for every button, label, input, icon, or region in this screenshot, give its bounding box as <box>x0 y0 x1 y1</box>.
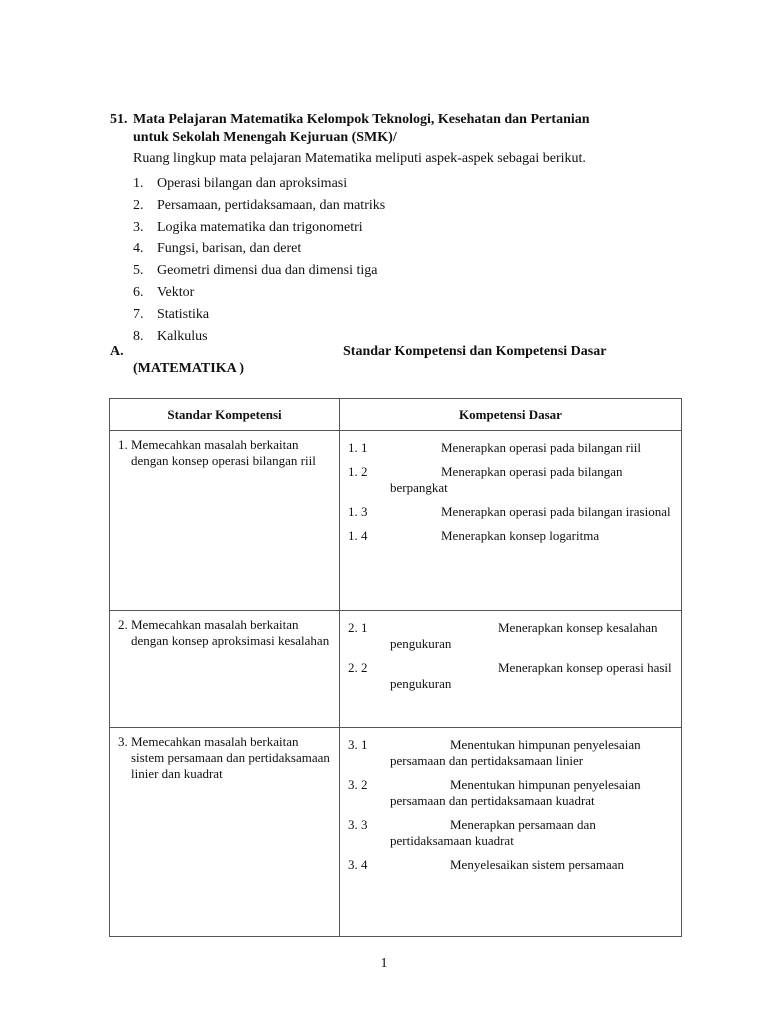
table-row <box>110 611 682 728</box>
kd-item <box>348 620 677 652</box>
kd-text: Menyelesaikan sistem persamaan <box>450 857 624 872</box>
kd-code: 3. 2 <box>348 777 368 792</box>
sk-text: Memecahkan masalah berkaitan sistem persamaan dan pertidaksamaan linier dan kuadrat <box>131 734 330 781</box>
sk-text: Memecahkan masalah berkaitan dengan konsep aproksimasi kesalahan <box>131 617 330 648</box>
scope-item-text: Logika matematika dan trigonometri <box>157 219 363 235</box>
kd-code: 3. 1 <box>348 737 368 752</box>
table-header-row <box>110 399 682 431</box>
kd-text: Menerapkan persamaan dan pertidaksamaan kuadrat <box>390 817 596 848</box>
sk-number: 2. <box>118 617 128 632</box>
kd-item <box>348 777 677 809</box>
kd-code: 3. 3 <box>348 817 368 832</box>
scope-item-number: 7. <box>133 306 144 322</box>
scope-item <box>133 306 385 328</box>
sk-cell <box>110 728 340 937</box>
kd-text: Menerapkan konsep operasi hasil pengukuran <box>390 660 672 691</box>
kd-code: 1. 2 <box>348 464 368 479</box>
scope-item-text: Kalkulus <box>157 328 208 344</box>
kd-text: Menerapkan operasi pada bilangan irasional <box>441 504 671 519</box>
intro-paragraph: Ruang lingkup mata pelajaran Matematika meliputi aspek-aspek sebagai berikut. <box>133 151 586 166</box>
sk-cell <box>110 431 340 611</box>
scope-item-number: 4. <box>133 241 144 257</box>
sk-number: 1. <box>118 437 128 452</box>
competency-table <box>109 398 682 937</box>
scope-list <box>133 175 385 349</box>
kd-item <box>348 440 677 456</box>
scope-item <box>133 197 385 219</box>
kd-item <box>348 528 677 544</box>
scope-item-number: 3. <box>133 219 144 235</box>
kd-cell <box>340 728 682 937</box>
sk-cell <box>110 611 340 728</box>
heading-number: 51. <box>110 112 128 127</box>
kd-text: Menentukan himpunan penyelesaian persamaan dan pertidaksamaan linier <box>390 737 641 768</box>
scope-item-number: 8. <box>133 328 144 344</box>
kd-text: Menerapkan operasi pada bilangan riil <box>441 440 641 455</box>
scope-item-number: 2. <box>133 197 144 213</box>
scope-item-text: Geometri dimensi dua dan dimensi tiga <box>157 263 378 279</box>
heading-line-1: Mata Pelajaran Matematika Kelompok Teknologi, Kesehatan dan Pertanian <box>133 112 590 127</box>
kd-item <box>348 817 677 849</box>
scope-item-text: Statistika <box>157 306 210 322</box>
kd-item <box>348 857 677 873</box>
sk-text: Memecahkan masalah berkaitan dengan konsep operasi bilangan riil <box>131 437 316 468</box>
table-row <box>110 431 682 611</box>
section-letter: A. <box>110 344 124 359</box>
scope-item <box>133 240 385 262</box>
section-subtitle: (MATEMATIKA ) <box>133 361 245 376</box>
heading-line-2: untuk Sekolah Menengah Kejuruan (SMK)/ <box>133 130 397 145</box>
scope-item <box>133 219 385 241</box>
kd-text: Menerapkan operasi pada bilangan berpangkat <box>390 464 623 495</box>
kd-item <box>348 737 677 769</box>
scope-item-number: 6. <box>133 284 144 300</box>
scope-item <box>133 175 385 197</box>
kd-code: 1. 3 <box>348 504 368 519</box>
kd-code: 3. 4 <box>348 857 368 872</box>
kd-text: Menentukan himpunan penyelesaian persamaan dan pertidaksamaan kuadrat <box>390 777 641 808</box>
kd-cell <box>340 431 682 611</box>
kd-code: 2. 2 <box>348 660 368 675</box>
scope-item <box>133 262 385 284</box>
kd-item <box>348 464 677 496</box>
header-kompetensi-dasar: Kompetensi Dasar <box>340 399 682 431</box>
scope-item-text: Fungsi, barisan, dan deret <box>157 241 302 257</box>
page-number: 1 <box>380 956 388 971</box>
kd-code: 2. 1 <box>348 620 368 635</box>
kd-item <box>348 660 677 692</box>
scope-item <box>133 284 385 306</box>
header-standar-kompetensi: Standar Kompetensi <box>110 399 340 431</box>
kd-text: Menerapkan konsep logaritma <box>441 528 600 543</box>
scope-item-text: Operasi bilangan dan aproksimasi <box>157 176 348 191</box>
kd-item <box>348 504 677 520</box>
table-row <box>110 728 682 937</box>
kd-code: 1. 4 <box>348 528 368 543</box>
scope-item-number: 1. <box>133 176 144 191</box>
section-title: Standar Kompetensi dan Kompetensi Dasar <box>343 344 607 359</box>
kd-text: Menerapkan konsep kesalahan pengukuran <box>390 620 658 651</box>
sk-number: 3. <box>118 734 128 749</box>
kd-code: 1. 1 <box>348 440 368 455</box>
scope-item-number: 5. <box>133 263 144 279</box>
scope-item-text: Vektor <box>157 284 195 300</box>
scope-item-text: Persamaan, pertidaksamaan, dan matriks <box>157 197 386 213</box>
kd-cell <box>340 611 682 728</box>
